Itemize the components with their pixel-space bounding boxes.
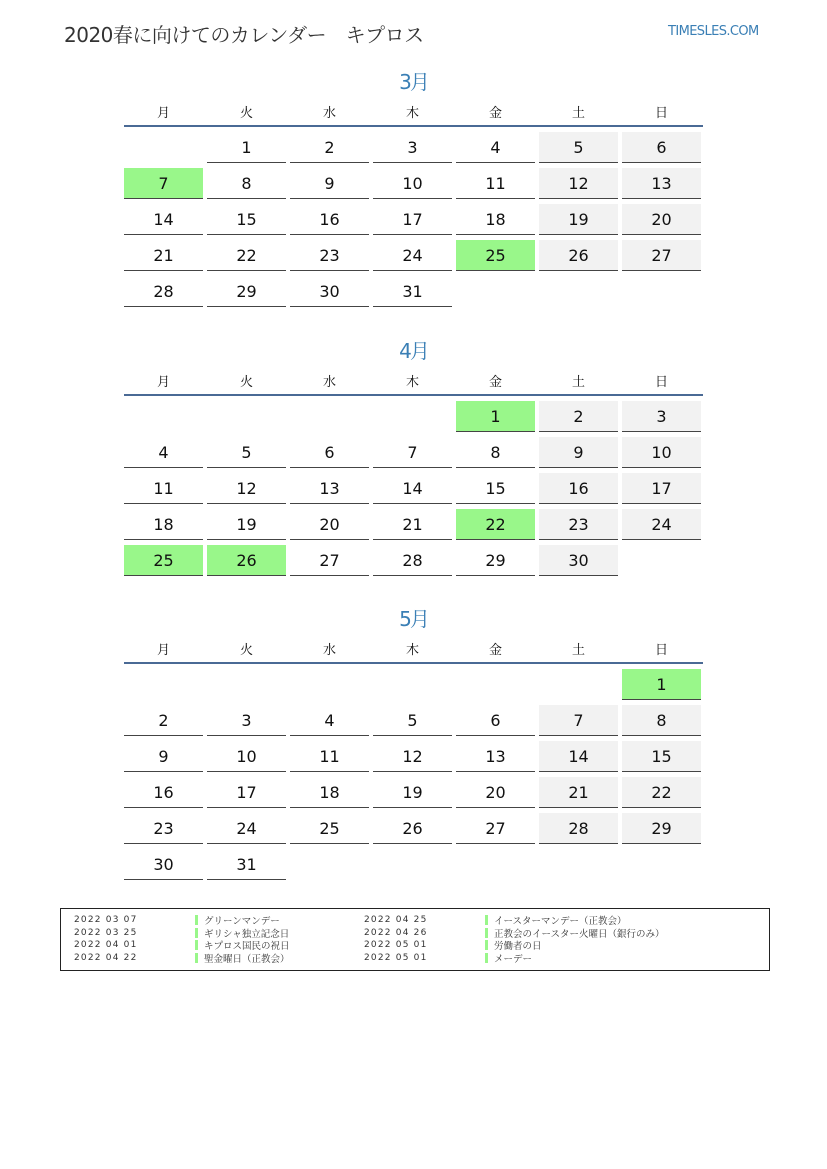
- holiday-day-cell: 25: [456, 240, 535, 271]
- weekday-label: 土: [571, 375, 585, 390]
- day-cell: 27: [622, 240, 701, 271]
- holiday-date: 2022 04 22: [74, 952, 138, 963]
- holiday-date: 2022 03 25: [74, 927, 138, 938]
- day-cell: 12: [207, 473, 286, 504]
- holiday-entry: [61, 952, 290, 965]
- holiday-marker: [195, 953, 198, 963]
- week-row: [124, 777, 703, 813]
- holiday-date: 2022 04 01: [74, 940, 138, 951]
- weekday-label: 月: [156, 643, 170, 658]
- holiday-entry: [61, 914, 290, 927]
- day-cell: 22: [622, 777, 701, 808]
- empty-day-cell: [373, 849, 452, 880]
- header-divider: [124, 125, 703, 127]
- day-cell: 10: [373, 168, 452, 199]
- day-cell: 8: [456, 437, 535, 468]
- holiday-name: 労働者の日: [494, 941, 542, 953]
- weekday-label: 火: [239, 375, 253, 390]
- weekday-header: [124, 102, 703, 122]
- day-cell: 25: [290, 813, 369, 844]
- day-cell: 1: [207, 132, 286, 163]
- month-title: 4月: [399, 339, 428, 363]
- day-cell: 28: [539, 813, 618, 844]
- empty-day-cell: [207, 669, 286, 700]
- day-cell: 10: [622, 437, 701, 468]
- weekday-header: [124, 639, 703, 659]
- empty-day-cell: [124, 132, 203, 163]
- day-cell: 13: [622, 168, 701, 199]
- day-cell: 21: [539, 777, 618, 808]
- holiday-list: [60, 908, 770, 971]
- weekday-label: 金: [488, 106, 502, 121]
- day-cell: 23: [290, 240, 369, 271]
- holiday-list-right-column: [351, 914, 665, 964]
- weekday-label: 火: [239, 106, 253, 121]
- month-3: [124, 605, 703, 885]
- day-cell: 3: [373, 132, 452, 163]
- week-row: [124, 849, 703, 885]
- day-cell: 29: [622, 813, 701, 844]
- empty-day-cell: [290, 669, 369, 700]
- day-cell: 9: [539, 437, 618, 468]
- day-cell: 5: [373, 705, 452, 736]
- day-cell: 28: [373, 545, 452, 576]
- holiday-name: メーデー: [494, 953, 533, 965]
- day-cell: 11: [290, 741, 369, 772]
- weekday-label: 水: [322, 643, 336, 658]
- day-cell: 29: [456, 545, 535, 576]
- holiday-name: イースターマンデー（正教会）: [494, 916, 627, 928]
- header-divider: [124, 394, 703, 396]
- week-row: [124, 741, 703, 777]
- day-cell: 9: [290, 168, 369, 199]
- day-cell: 21: [373, 509, 452, 540]
- day-cell: 13: [456, 741, 535, 772]
- day-cell: 31: [373, 276, 452, 307]
- day-cell: 14: [539, 741, 618, 772]
- weekday-label: 木: [405, 375, 419, 390]
- day-cell: 2: [290, 132, 369, 163]
- empty-day-cell: [290, 401, 369, 432]
- week-row: [124, 813, 703, 849]
- day-cell: 17: [622, 473, 701, 504]
- header-divider: [124, 662, 703, 664]
- holiday-day-cell: 25: [124, 545, 203, 576]
- day-cell: 6: [622, 132, 701, 163]
- day-cell: 16: [539, 473, 618, 504]
- week-row: [124, 401, 703, 437]
- day-cell: 4: [456, 132, 535, 163]
- day-cell: 16: [290, 204, 369, 235]
- holiday-marker: [485, 953, 488, 963]
- holiday-name: 聖金曜日（正教会）: [204, 953, 290, 965]
- day-cell: 5: [207, 437, 286, 468]
- empty-day-cell: [456, 276, 535, 307]
- day-cell: 6: [290, 437, 369, 468]
- week-row: [124, 669, 703, 705]
- day-cell: 21: [124, 240, 203, 271]
- holiday-date: 2022 04 25: [364, 915, 428, 926]
- weekday-label: 土: [571, 106, 585, 121]
- holiday-entry: [351, 914, 665, 927]
- day-cell: 18: [456, 204, 535, 235]
- empty-day-cell: [456, 669, 535, 700]
- day-cell: 18: [290, 777, 369, 808]
- weekday-label: 土: [571, 643, 585, 658]
- holiday-day-cell: 22: [456, 509, 535, 540]
- weekday-header: [124, 371, 703, 391]
- day-cell: 10: [207, 741, 286, 772]
- empty-day-cell: [124, 401, 203, 432]
- empty-day-cell: [622, 276, 701, 307]
- holiday-day-cell: 1: [456, 401, 535, 432]
- week-row: [124, 437, 703, 473]
- day-cell: 19: [207, 509, 286, 540]
- week-row: [124, 168, 703, 204]
- empty-day-cell: [290, 849, 369, 880]
- day-cell: 11: [124, 473, 203, 504]
- holiday-marker: [485, 940, 488, 950]
- holiday-name: 正教会のイースター火曜日（銀行のみ）: [494, 928, 665, 940]
- week-row: [124, 509, 703, 545]
- day-cell: 11: [456, 168, 535, 199]
- week-row: [124, 705, 703, 741]
- day-cell: 7: [539, 705, 618, 736]
- weekday-label: 水: [322, 106, 336, 121]
- holiday-date: 2022 05 01: [364, 940, 428, 951]
- empty-day-cell: [373, 401, 452, 432]
- week-row: [124, 276, 703, 312]
- day-cell: 3: [622, 401, 701, 432]
- day-cell: 20: [290, 509, 369, 540]
- weekday-label: 日: [654, 643, 668, 658]
- weekday-label: 水: [322, 375, 336, 390]
- day-cell: 27: [290, 545, 369, 576]
- empty-day-cell: [207, 401, 286, 432]
- holiday-list-left-column: [61, 914, 290, 964]
- day-cell: 15: [456, 473, 535, 504]
- holiday-name: グリーンマンデー: [204, 916, 280, 928]
- day-cell: 12: [373, 741, 452, 772]
- page-title: 2020春に向けてのカレンダー キプロス: [64, 23, 424, 47]
- day-cell: 20: [456, 777, 535, 808]
- holiday-day-cell: 1: [622, 669, 701, 700]
- day-cell: 7: [373, 437, 452, 468]
- holiday-day-cell: 7: [124, 168, 203, 199]
- month-1: [124, 68, 703, 312]
- weekday-label: 木: [405, 643, 419, 658]
- day-cell: 6: [456, 705, 535, 736]
- weekday-label: 月: [156, 106, 170, 121]
- day-cell: 2: [539, 401, 618, 432]
- holiday-entry: [61, 927, 290, 940]
- holiday-day-cell: 26: [207, 545, 286, 576]
- weekday-label: 日: [654, 106, 668, 121]
- weekday-label: 木: [405, 106, 419, 121]
- weekday-label: 日: [654, 375, 668, 390]
- day-cell: 2: [124, 705, 203, 736]
- day-cell: 24: [207, 813, 286, 844]
- holiday-marker: [195, 915, 198, 925]
- holiday-entry: [351, 939, 665, 952]
- week-row: [124, 204, 703, 240]
- holiday-entry: [61, 939, 290, 952]
- holiday-entry: [351, 927, 665, 940]
- empty-day-cell: [539, 849, 618, 880]
- day-cell: 15: [207, 204, 286, 235]
- day-cell: 31: [207, 849, 286, 880]
- day-cell: 12: [539, 168, 618, 199]
- day-cell: 28: [124, 276, 203, 307]
- day-cell: 15: [622, 741, 701, 772]
- holiday-name: キプロス国民の祝日: [204, 941, 290, 953]
- day-cell: 30: [290, 276, 369, 307]
- weekday-label: 金: [488, 643, 502, 658]
- day-cell: 22: [207, 240, 286, 271]
- weekday-label: 月: [156, 375, 170, 390]
- day-cell: 24: [622, 509, 701, 540]
- day-cell: 14: [124, 204, 203, 235]
- day-cell: 27: [456, 813, 535, 844]
- weekday-label: 金: [488, 375, 502, 390]
- holiday-date: 2022 03 07: [74, 915, 138, 926]
- day-cell: 14: [373, 473, 452, 504]
- day-cell: 17: [373, 204, 452, 235]
- holiday-date: 2022 04 26: [364, 927, 428, 938]
- day-cell: 20: [622, 204, 701, 235]
- day-cell: 16: [124, 777, 203, 808]
- week-row: [124, 132, 703, 168]
- day-cell: 3: [207, 705, 286, 736]
- holiday-marker: [195, 928, 198, 938]
- week-row: [124, 473, 703, 509]
- empty-day-cell: [373, 669, 452, 700]
- day-cell: 9: [124, 741, 203, 772]
- day-cell: 5: [539, 132, 618, 163]
- site-link[interactable]: TIMESLES.COM: [668, 24, 759, 39]
- weekday-label: 火: [239, 643, 253, 658]
- day-cell: 4: [290, 705, 369, 736]
- day-cell: 4: [124, 437, 203, 468]
- day-cell: 26: [373, 813, 452, 844]
- day-cell: 29: [207, 276, 286, 307]
- holiday-marker: [485, 928, 488, 938]
- day-cell: 18: [124, 509, 203, 540]
- day-cell: 19: [539, 204, 618, 235]
- month-title: 3月: [399, 70, 428, 94]
- empty-day-cell: [539, 276, 618, 307]
- holiday-entry: [351, 952, 665, 965]
- holiday-name: ギリシャ独立記念日: [204, 928, 290, 940]
- week-row: [124, 240, 703, 276]
- empty-day-cell: [124, 669, 203, 700]
- empty-day-cell: [622, 849, 701, 880]
- day-cell: 24: [373, 240, 452, 271]
- day-cell: 8: [622, 705, 701, 736]
- day-cell: 30: [539, 545, 618, 576]
- holiday-marker: [195, 940, 198, 950]
- day-cell: 17: [207, 777, 286, 808]
- day-cell: 19: [373, 777, 452, 808]
- month-title: 5月: [399, 607, 428, 631]
- day-cell: 26: [539, 240, 618, 271]
- week-row: [124, 545, 703, 581]
- empty-day-cell: [539, 669, 618, 700]
- day-cell: 23: [539, 509, 618, 540]
- empty-day-cell: [456, 849, 535, 880]
- day-cell: 30: [124, 849, 203, 880]
- holiday-marker: [485, 915, 488, 925]
- day-cell: 23: [124, 813, 203, 844]
- month-2: [124, 337, 703, 581]
- holiday-date: 2022 05 01: [364, 952, 428, 963]
- empty-day-cell: [622, 545, 701, 576]
- day-cell: 8: [207, 168, 286, 199]
- day-cell: 13: [290, 473, 369, 504]
